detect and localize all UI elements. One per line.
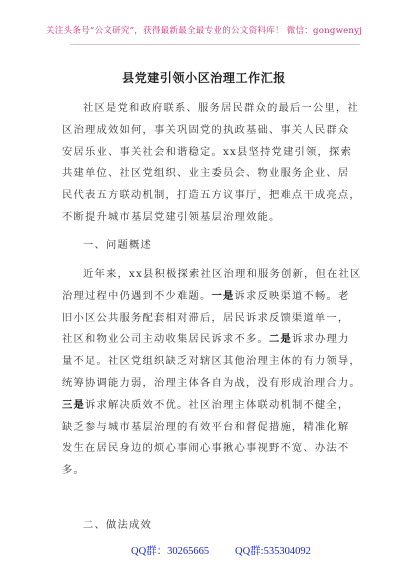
qq-group-2: QQ群:535304092	[235, 546, 311, 557]
top-banner: 关注头条号“公文研究”，获得最新最全最专业的公文资料库！ 微信：gongwenyj	[45, 26, 363, 36]
document-title: 县党建引领小区治理工作汇报	[122, 71, 286, 85]
paragraph-line: 三是诉求解决质效不优。社区治理主体联动机制不健全，	[62, 398, 350, 411]
paragraph-line: 统筹协调能力弱，治理主体各自为战，没有形成治理合力。	[62, 376, 361, 389]
paragraph-line: 近年来，xx县积极探索社区治理和服务创新，但在社区	[83, 268, 362, 280]
paragraph-line: 量不足。社区党组织缺乏对辖区其他治理主体的有力领导，	[62, 355, 361, 368]
paragraph-line: 多。	[62, 464, 85, 477]
paragraph-line: 发生在居民身边的烦心事闹心事揪心事视野不宽、办法不	[62, 442, 350, 455]
emphasis-third: 三是	[62, 398, 85, 411]
paragraph-line: 旧小区公共服务配套相对滞后，居民诉求反馈渠道单一，	[62, 311, 350, 324]
section-heading-problems: 一、问题概述	[83, 239, 152, 251]
paragraph-line: 社区是党和政府联系、服务居民群众的最后一公里，社	[83, 102, 359, 114]
paragraph-line: 缺乏参与城市基层治理的有效平台和督促措施，精准化解	[62, 420, 350, 433]
paragraph-line: 区治理成效如何，事关巩固党的执政基础、事关人民群众	[62, 123, 350, 136]
paragraph-line: 民代表五方联动机制，打造五方议事厅，把难点干成亮点，	[62, 189, 361, 202]
banner-divider	[70, 44, 360, 45]
paragraph-line: 治理过程中仍遇到不少难题。一是诉求反映渠道不畅。老	[62, 289, 350, 302]
emphasis-second: 二是	[268, 333, 292, 346]
paragraph-line: 社区和物业公司主动收集居民诉求不多。二是诉求办理力	[62, 333, 350, 346]
section-heading-measures: 二、做法成效	[83, 519, 152, 531]
paragraph-line: 共建单位、社区党组织、业主委员会、物业服务企业、居	[62, 167, 350, 180]
problems-paragraph	[62, 264, 362, 482]
intro-paragraph	[62, 98, 362, 229]
paragraph-line: 安居乐业、事关社会和谐稳定。xx县坚持党建引领，探索	[62, 145, 352, 158]
qq-group-1: QQ群：30265665	[131, 546, 210, 557]
paragraph-line: 不断提升城市基层党建引领基层治理效能。	[62, 210, 281, 223]
emphasis-first: 一是	[211, 289, 235, 302]
